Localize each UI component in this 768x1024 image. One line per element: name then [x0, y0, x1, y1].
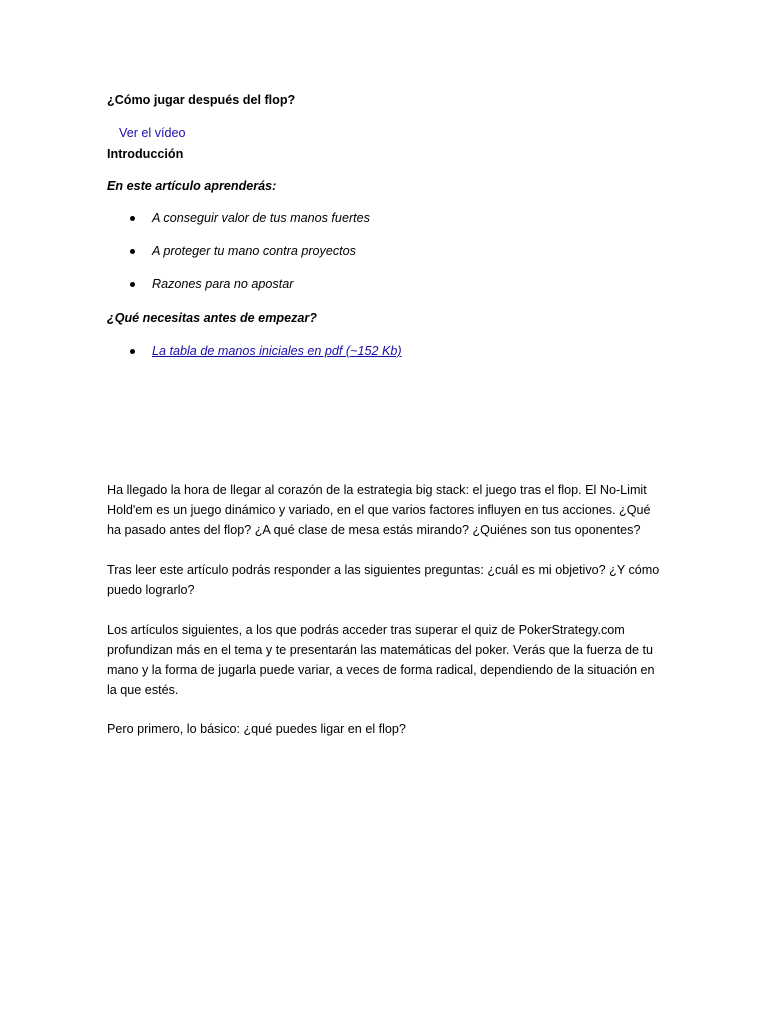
- list-item: A proteger tu mano contra proyectos: [107, 241, 370, 274]
- starting-hands-pdf-link[interactable]: La tabla de manos iniciales en pdf (~152 Kb): [152, 344, 402, 358]
- body-paragraph: Pero primero, lo básico: ¿qué puedes ligar en el flop?: [107, 722, 406, 736]
- watch-video-link[interactable]: Ver el vídeo: [119, 126, 186, 140]
- article-title: ¿Cómo jugar después del flop?: [107, 93, 296, 107]
- requirements-list: [107, 341, 402, 374]
- body-paragraph: Ha llegado la hora de llegar al corazón de la estrategia big stack: el juego tras el flop. El No-Limit Hold'em es un juego dinámico y variado, en el que varios factores influyen en tus acciones. ¿Qué ha pasado antes del flop? ¿A qué clase de mesa estás mirando? ¿Quiénes son tus oponentes?: [107, 483, 651, 537]
- body-paragraph: Los artículos siguientes, a los que podrás acceder tras superar el quiz de PokerStrategy.com profundizan más en el tema y te presentarán las matemáticas del poker. Verás que la fuerza de tu mano y la forma de jugarla puede variar, a veces de forma radical, dependiendo de la situación en la que estés.: [107, 623, 655, 697]
- list-item: A conseguir valor de tus manos fuertes: [107, 208, 370, 241]
- body-paragraph: Tras leer este artículo podrás responder a las siguientes preguntas: ¿cuál es mi objetivo? ¿Y cómo puedo lograrlo?: [107, 563, 660, 597]
- learn-heading: En este artículo aprenderás:: [107, 179, 277, 193]
- learn-list: [107, 208, 370, 307]
- requirements-heading: ¿Qué necesitas antes de empezar?: [107, 311, 317, 325]
- list-item: [107, 341, 402, 374]
- list-item: Razones para no apostar: [107, 274, 370, 307]
- intro-heading: Introducción: [107, 147, 184, 161]
